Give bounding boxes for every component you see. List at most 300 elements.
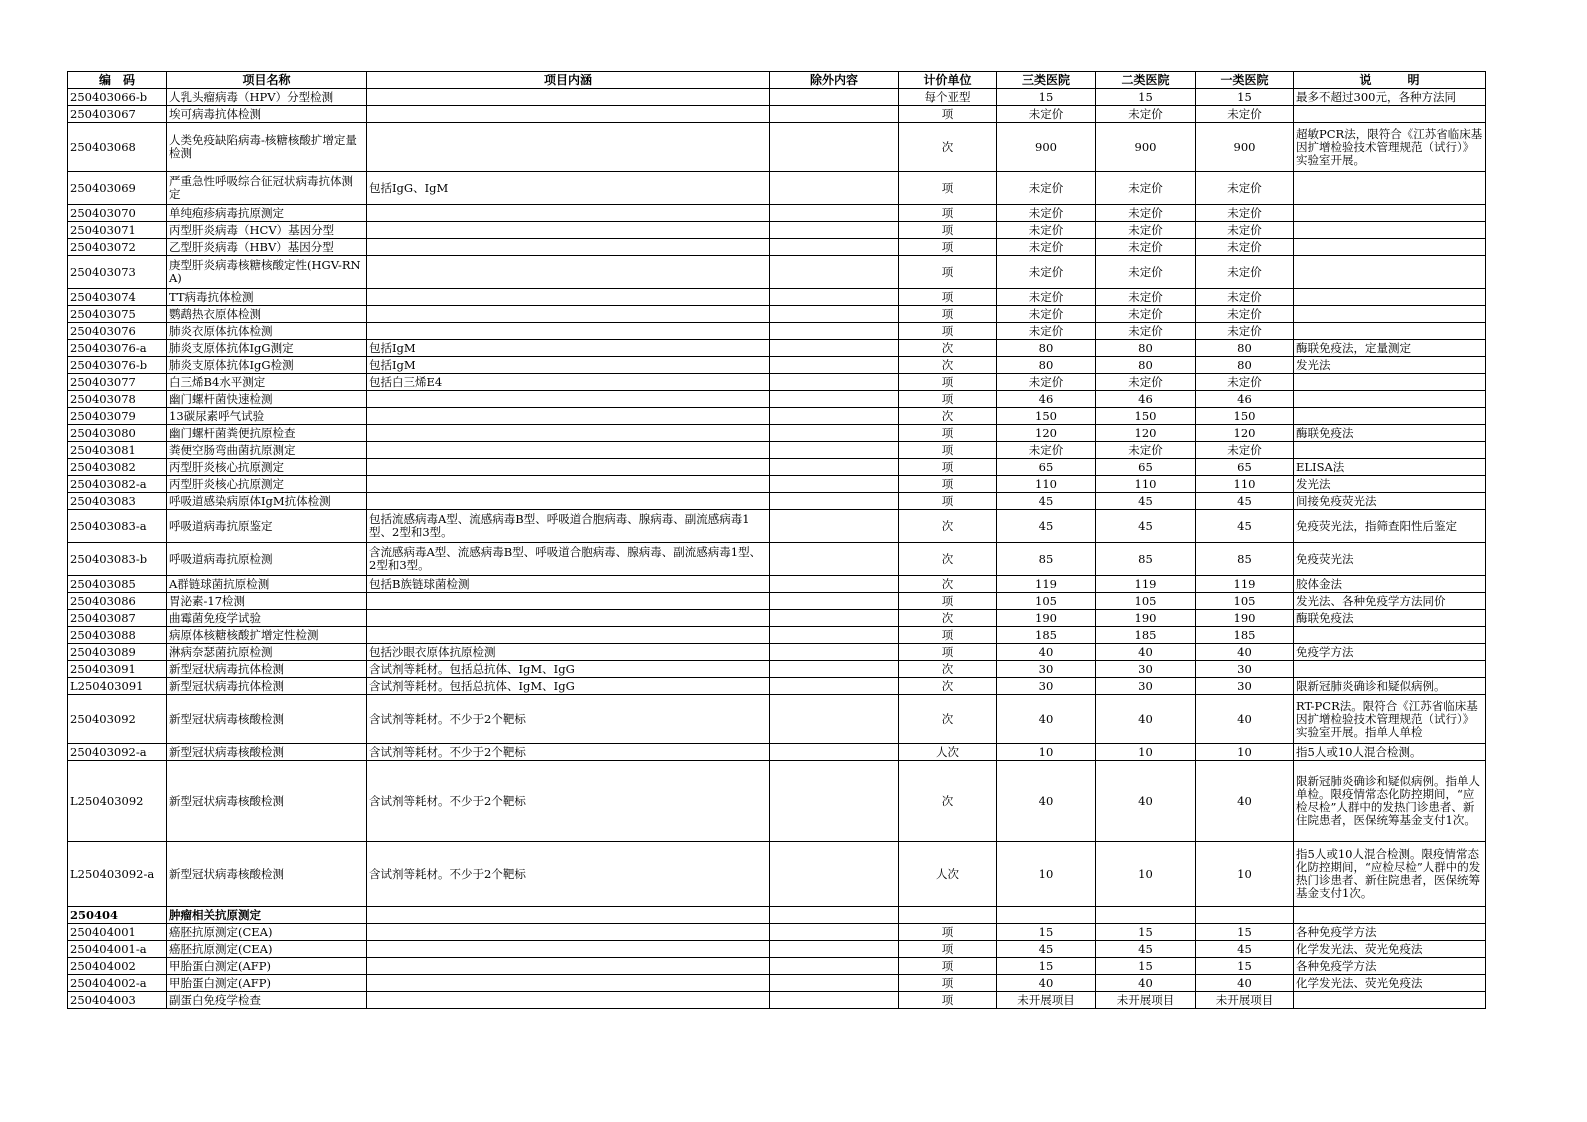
cell-unit: 次	[899, 576, 997, 593]
cell-name: 淋病奈瑟菌抗原检测	[167, 644, 367, 661]
cell-price-class2: 45	[1096, 510, 1196, 543]
cell-content	[367, 958, 770, 975]
cell-price-class1: 未定价	[1196, 239, 1294, 256]
cell-content	[367, 323, 770, 340]
cell-exclude	[770, 610, 899, 627]
cell-content: 包括沙眼衣原体抗原检测	[367, 644, 770, 661]
cell-price-class3: 105	[997, 593, 1096, 610]
cell-unit: 次	[899, 678, 997, 695]
cell-note: 化学发光法、荧光免疫法	[1294, 975, 1486, 992]
cell-price-class3: 未定价	[997, 256, 1096, 289]
cell-note	[1294, 907, 1486, 924]
cell-price-class2: 未定价	[1096, 256, 1196, 289]
cell-price-class1: 45	[1196, 510, 1294, 543]
cell-content: 包括B族链球菌检测	[367, 576, 770, 593]
cell-name: 幽门螺杆菌快速检测	[167, 391, 367, 408]
table-row	[68, 89, 1486, 106]
cell-note	[1294, 205, 1486, 222]
cell-note: 限新冠肺炎确诊和疑似病例。	[1294, 678, 1486, 695]
cell-price-class2: 未定价	[1096, 442, 1196, 459]
table-row	[68, 644, 1486, 661]
cell-price-class3: 未定价	[997, 239, 1096, 256]
cell-name: 肺炎支原体抗体IgG测定	[167, 340, 367, 357]
cell-price-class2: 46	[1096, 391, 1196, 408]
cell-content	[367, 289, 770, 306]
cell-note	[1294, 106, 1486, 123]
cell-code: 250403069	[68, 172, 167, 205]
cell-note: 指5人或10人混合检测。	[1294, 744, 1486, 761]
cell-content	[367, 992, 770, 1009]
cell-name: 人类免疫缺陷病毒-核糖核酸扩增定量检测	[167, 123, 367, 172]
cell-price-class1: 40	[1196, 761, 1294, 842]
table-body	[68, 89, 1486, 1009]
cell-content	[367, 391, 770, 408]
table-row	[68, 222, 1486, 239]
cell-name: 癌胚抗原测定(CEA)	[167, 924, 367, 941]
cell-note: RT-PCR法。限符合《江苏省临床基因扩增检验技术管理规范（试行）》实验室开展。指单人单检	[1294, 695, 1486, 744]
cell-code: 250403074	[68, 289, 167, 306]
cell-price-class2: 未定价	[1096, 306, 1196, 323]
cell-name: 庚型肝炎病毒核糖核酸定性(HGV-RNA)	[167, 256, 367, 289]
cell-exclude	[770, 975, 899, 992]
cell-name: 幽门螺杆菌粪便抗原检查	[167, 425, 367, 442]
cell-price-class3: 40	[997, 975, 1096, 992]
table-row	[68, 123, 1486, 172]
cell-price-class2: 105	[1096, 593, 1196, 610]
cell-price-class1: 未定价	[1196, 256, 1294, 289]
cell-code: L250403092	[68, 761, 167, 842]
cell-price-class1: 150	[1196, 408, 1294, 425]
cell-unit: 项	[899, 975, 997, 992]
cell-note: 酶联免疫法	[1294, 610, 1486, 627]
cell-price-class3: 未定价	[997, 172, 1096, 205]
cell-code: 250404002	[68, 958, 167, 975]
cell-content: 包括IgM	[367, 340, 770, 357]
cell-code: 250403083	[68, 493, 167, 510]
cell-name: 新型冠状病毒抗体检测	[167, 678, 367, 695]
cell-exclude	[770, 357, 899, 374]
cell-exclude	[770, 510, 899, 543]
cell-note: 各种免疫学方法	[1294, 958, 1486, 975]
cell-content	[367, 239, 770, 256]
cell-price-class1: 185	[1196, 627, 1294, 644]
cell-content: 包括白三烯E4	[367, 374, 770, 391]
cell-exclude	[770, 239, 899, 256]
cell-price-class3: 15	[997, 89, 1096, 106]
cell-exclude	[770, 924, 899, 941]
cell-price-class1: 45	[1196, 941, 1294, 958]
cell-price-class3: 40	[997, 761, 1096, 842]
cell-code: 250403076-b	[68, 357, 167, 374]
cell-content: 含试剂等耗材。不少于2个靶标	[367, 842, 770, 907]
cell-exclude	[770, 907, 899, 924]
cell-price-class2: 45	[1096, 493, 1196, 510]
cell-price-class1: 10	[1196, 842, 1294, 907]
cell-price-class3: 85	[997, 543, 1096, 576]
cell-exclude	[770, 442, 899, 459]
cell-code: 250404002-a	[68, 975, 167, 992]
cell-unit: 项	[899, 442, 997, 459]
cell-exclude	[770, 172, 899, 205]
cell-price-class2: 80	[1096, 357, 1196, 374]
cell-unit: 项	[899, 941, 997, 958]
cell-price-class2: 40	[1096, 644, 1196, 661]
cell-note: 指5人或10人混合检测。限疫情常态化防控期间，“应检尽检”人群中的发热门诊患者、新住院患者，医保统筹基金支付1次。	[1294, 842, 1486, 907]
table-row	[68, 761, 1486, 842]
cell-price-class2: 40	[1096, 975, 1196, 992]
cell-note: 胶体金法	[1294, 576, 1486, 593]
table-row	[68, 695, 1486, 744]
cell-price-class3: 15	[997, 958, 1096, 975]
cell-name: TT病毒抗体检测	[167, 289, 367, 306]
cell-unit: 项	[899, 593, 997, 610]
table-row	[68, 442, 1486, 459]
cell-unit: 次	[899, 695, 997, 744]
cell-price-class1: 未定价	[1196, 306, 1294, 323]
cell-content: 含试剂等耗材。不少于2个靶标	[367, 695, 770, 744]
cell-exclude	[770, 123, 899, 172]
cell-content	[367, 222, 770, 239]
cell-price-class3: 未定价	[997, 374, 1096, 391]
cell-exclude	[770, 842, 899, 907]
cell-code: 250403082-a	[68, 476, 167, 493]
cell-unit: 项	[899, 256, 997, 289]
table-row	[68, 239, 1486, 256]
cell-name: 埃可病毒抗体检测	[167, 106, 367, 123]
cell-content: 含流感病毒A型、流感病毒B型、呼吸道合胞病毒、腺病毒、副流感病毒1型、2型和3型。	[367, 543, 770, 576]
cell-price-class1: 40	[1196, 975, 1294, 992]
cell-price-class2: 80	[1096, 340, 1196, 357]
table-row	[68, 992, 1486, 1009]
cell-price-class2: 10	[1096, 842, 1196, 907]
cell-content: 含试剂等耗材。不少于2个靶标	[367, 761, 770, 842]
cell-content	[367, 442, 770, 459]
cell-price-class2: 15	[1096, 924, 1196, 941]
cell-price-class1: 未定价	[1196, 222, 1294, 239]
cell-unit: 次	[899, 123, 997, 172]
cell-price-class3	[997, 907, 1096, 924]
cell-price-class1: 85	[1196, 543, 1294, 576]
cell-content	[367, 425, 770, 442]
cell-price-class2: 未定价	[1096, 172, 1196, 205]
cell-exclude	[770, 744, 899, 761]
cell-name: 癌胚抗原测定(CEA)	[167, 941, 367, 958]
cell-name: 单纯疱疹病毒抗原测定	[167, 205, 367, 222]
cell-note	[1294, 172, 1486, 205]
cell-note: 化学发光法、荧光免疫法	[1294, 941, 1486, 958]
cell-content: 含试剂等耗材。包括总抗体、IgM、IgG	[367, 661, 770, 678]
cell-price-class3: 未定价	[997, 442, 1096, 459]
cell-unit: 项	[899, 425, 997, 442]
cell-code: 250403073	[68, 256, 167, 289]
cell-price-class1: 40	[1196, 644, 1294, 661]
cell-note	[1294, 256, 1486, 289]
cell-price-class1: 105	[1196, 593, 1294, 610]
cell-note: 免疫学方法	[1294, 644, 1486, 661]
cell-price-class3: 185	[997, 627, 1096, 644]
header-unit: 计价单位	[899, 72, 997, 89]
cell-code: 250403079	[68, 408, 167, 425]
cell-unit: 次	[899, 510, 997, 543]
table-row	[68, 205, 1486, 222]
table-row	[68, 493, 1486, 510]
cell-code: 250403071	[68, 222, 167, 239]
cell-note	[1294, 992, 1486, 1009]
cell-code: 250403083-b	[68, 543, 167, 576]
cell-price-class1: 80	[1196, 340, 1294, 357]
cell-price-class3: 119	[997, 576, 1096, 593]
cell-content	[367, 256, 770, 289]
cell-content	[367, 924, 770, 941]
cell-price-class2: 30	[1096, 661, 1196, 678]
cell-name: 呼吸道病毒抗原鉴定	[167, 510, 367, 543]
cell-content	[367, 593, 770, 610]
cell-exclude	[770, 661, 899, 678]
cell-price-class1: 80	[1196, 357, 1294, 374]
cell-content	[367, 89, 770, 106]
cell-content	[367, 610, 770, 627]
header-class2: 二类医院	[1096, 72, 1196, 89]
cell-code: 250403066-b	[68, 89, 167, 106]
cell-price-class2: 119	[1096, 576, 1196, 593]
cell-exclude	[770, 256, 899, 289]
cell-exclude	[770, 593, 899, 610]
cell-name: 甲胎蛋白测定(AFP)	[167, 975, 367, 992]
cell-exclude	[770, 408, 899, 425]
cell-note	[1294, 408, 1486, 425]
cell-exclude	[770, 543, 899, 576]
cell-exclude	[770, 306, 899, 323]
cell-price-class1: 190	[1196, 610, 1294, 627]
cell-price-class3: 未定价	[997, 306, 1096, 323]
table-row	[68, 610, 1486, 627]
cell-price-class2: 85	[1096, 543, 1196, 576]
cell-exclude	[770, 644, 899, 661]
cell-price-class2: 45	[1096, 941, 1196, 958]
cell-price-class3: 80	[997, 357, 1096, 374]
cell-exclude	[770, 761, 899, 842]
cell-code: 250403087	[68, 610, 167, 627]
cell-content	[367, 941, 770, 958]
cell-unit: 项	[899, 205, 997, 222]
table-row	[68, 425, 1486, 442]
cell-unit: 次	[899, 340, 997, 357]
cell-price-class1	[1196, 907, 1294, 924]
cell-price-class1: 119	[1196, 576, 1294, 593]
cell-name: 病原体核糖核酸扩增定性检测	[167, 627, 367, 644]
cell-price-class3: 45	[997, 941, 1096, 958]
cell-price-class1: 未定价	[1196, 205, 1294, 222]
cell-price-class2: 未定价	[1096, 239, 1196, 256]
cell-price-class1: 10	[1196, 744, 1294, 761]
table-row	[68, 543, 1486, 576]
cell-exclude	[770, 205, 899, 222]
cell-price-class3: 110	[997, 476, 1096, 493]
cell-code: 250404001-a	[68, 941, 167, 958]
cell-unit: 项	[899, 476, 997, 493]
cell-code: 250403076	[68, 323, 167, 340]
cell-code: 250403086	[68, 593, 167, 610]
cell-exclude	[770, 476, 899, 493]
cell-content: 含试剂等耗材。不少于2个靶标	[367, 744, 770, 761]
cell-unit: 每个亚型	[899, 89, 997, 106]
cell-code: 250403092	[68, 695, 167, 744]
cell-price-class1: 未定价	[1196, 289, 1294, 306]
cell-code: L250403092-a	[68, 842, 167, 907]
cell-content	[367, 459, 770, 476]
cell-unit: 项	[899, 306, 997, 323]
cell-price-class3: 190	[997, 610, 1096, 627]
cell-name: 新型冠状病毒核酸检测	[167, 744, 367, 761]
table-row	[68, 323, 1486, 340]
cell-price-class3: 40	[997, 644, 1096, 661]
cell-price-class2: 10	[1096, 744, 1196, 761]
table-row	[68, 106, 1486, 123]
cell-code: 250403067	[68, 106, 167, 123]
cell-unit: 人次	[899, 744, 997, 761]
cell-note	[1294, 661, 1486, 678]
cell-price-class3: 15	[997, 924, 1096, 941]
cell-exclude	[770, 425, 899, 442]
header-content: 项目内涵	[367, 72, 770, 89]
table-row	[68, 289, 1486, 306]
cell-note	[1294, 222, 1486, 239]
cell-code: 250404	[68, 907, 167, 924]
cell-exclude	[770, 340, 899, 357]
cell-unit: 项	[899, 391, 997, 408]
cell-content	[367, 306, 770, 323]
cell-unit: 项	[899, 924, 997, 941]
cell-exclude	[770, 323, 899, 340]
cell-note: 免疫荧光法	[1294, 543, 1486, 576]
cell-price-class2: 40	[1096, 695, 1196, 744]
cell-code: 250403070	[68, 205, 167, 222]
header-class3: 三类医院	[997, 72, 1096, 89]
cell-note: 酶联免疫法	[1294, 425, 1486, 442]
cell-exclude	[770, 958, 899, 975]
cell-unit: 项	[899, 374, 997, 391]
cell-note	[1294, 306, 1486, 323]
table-row	[68, 256, 1486, 289]
cell-unit: 次	[899, 408, 997, 425]
cell-exclude	[770, 992, 899, 1009]
cell-unit: 次	[899, 610, 997, 627]
cell-note: 超敏PCR法，限符合《江苏省临床基因扩增检验技术管理规范（试行）》实验室开展。	[1294, 123, 1486, 172]
cell-content: 包括流感病毒A型、流感病毒B型、呼吸道合胞病毒、腺病毒、副流感病毒1型、2型和3型。	[367, 510, 770, 543]
header-row	[68, 72, 1486, 89]
cell-code: 250404001	[68, 924, 167, 941]
table-row	[68, 391, 1486, 408]
cell-name: 肺炎支原体抗体IgG检测	[167, 357, 367, 374]
cell-price-class2: 190	[1096, 610, 1196, 627]
cell-content	[367, 493, 770, 510]
cell-price-class3: 未开展项目	[997, 992, 1096, 1009]
cell-unit: 项	[899, 958, 997, 975]
cell-name: 曲霉菌免疫学试验	[167, 610, 367, 627]
cell-unit: 次	[899, 357, 997, 374]
cell-price-class3: 65	[997, 459, 1096, 476]
table-row	[68, 357, 1486, 374]
cell-content	[367, 205, 770, 222]
cell-name: 肺炎衣原体抗体检测	[167, 323, 367, 340]
cell-code: 250403068	[68, 123, 167, 172]
cell-price-class1: 46	[1196, 391, 1294, 408]
cell-code: 250403081	[68, 442, 167, 459]
cell-price-class2: 40	[1096, 761, 1196, 842]
cell-price-class2: 15	[1096, 89, 1196, 106]
cell-price-class1: 未定价	[1196, 442, 1294, 459]
cell-unit: 项	[899, 239, 997, 256]
cell-name: 丙型肝炎核心抗原测定	[167, 459, 367, 476]
cell-price-class1: 未定价	[1196, 106, 1294, 123]
cell-code: L250403091	[68, 678, 167, 695]
cell-price-class2: 未定价	[1096, 374, 1196, 391]
cell-unit: 项	[899, 172, 997, 205]
cell-exclude	[770, 459, 899, 476]
cell-price-class1: 120	[1196, 425, 1294, 442]
cell-price-class1: 65	[1196, 459, 1294, 476]
cell-name: 粪便空肠弯曲菌抗原测定	[167, 442, 367, 459]
cell-note: 限新冠肺炎确诊和疑似病例。指单人单检。限疫情常态化防控期间，“应检尽检”人群中的发热门诊患者、新住院患者，医保统筹基金支付1次。	[1294, 761, 1486, 842]
cell-name: 新型冠状病毒核酸检测	[167, 842, 367, 907]
cell-unit: 项	[899, 644, 997, 661]
cell-content: 包括IgG、IgM	[367, 172, 770, 205]
cell-unit: 人次	[899, 842, 997, 907]
cell-price-class1: 15	[1196, 89, 1294, 106]
cell-price-class2: 150	[1096, 408, 1196, 425]
cell-unit: 次	[899, 543, 997, 576]
cell-price-class2: 15	[1096, 958, 1196, 975]
cell-name: 呼吸道感染病原体IgM抗体检测	[167, 493, 367, 510]
cell-unit: 次	[899, 761, 997, 842]
cell-note	[1294, 442, 1486, 459]
table-row	[68, 924, 1486, 941]
cell-name: 肿瘤相关抗原测定	[167, 907, 367, 924]
cell-code: 250403091	[68, 661, 167, 678]
cell-name: 呼吸道病毒抗原检测	[167, 543, 367, 576]
cell-price-class1: 30	[1196, 661, 1294, 678]
cell-price-class3: 30	[997, 661, 1096, 678]
header-class1: 一类医院	[1196, 72, 1294, 89]
cell-price-class3: 45	[997, 510, 1096, 543]
cell-price-class3: 900	[997, 123, 1096, 172]
cell-exclude	[770, 627, 899, 644]
cell-code: 250403089	[68, 644, 167, 661]
cell-code: 250403076-a	[68, 340, 167, 357]
cell-price-class1: 未开展项目	[1196, 992, 1294, 1009]
cell-price-class1: 900	[1196, 123, 1294, 172]
cell-unit: 次	[899, 661, 997, 678]
cell-price-class2	[1096, 907, 1196, 924]
cell-price-class3: 80	[997, 340, 1096, 357]
cell-price-class2: 未定价	[1096, 222, 1196, 239]
cell-content	[367, 408, 770, 425]
cell-exclude	[770, 493, 899, 510]
cell-note: ELISA法	[1294, 459, 1486, 476]
cell-price-class2: 185	[1096, 627, 1196, 644]
cell-price-class1: 未定价	[1196, 172, 1294, 205]
cell-price-class3: 30	[997, 678, 1096, 695]
cell-price-class1: 未定价	[1196, 323, 1294, 340]
cell-note: 发光法	[1294, 357, 1486, 374]
cell-note: 发光法	[1294, 476, 1486, 493]
cell-price-class3: 未定价	[997, 106, 1096, 123]
cell-price-class2: 110	[1096, 476, 1196, 493]
cell-exclude	[770, 222, 899, 239]
cell-price-class3: 未定价	[997, 222, 1096, 239]
cell-content: 包括IgM	[367, 357, 770, 374]
cell-price-class3: 120	[997, 425, 1096, 442]
